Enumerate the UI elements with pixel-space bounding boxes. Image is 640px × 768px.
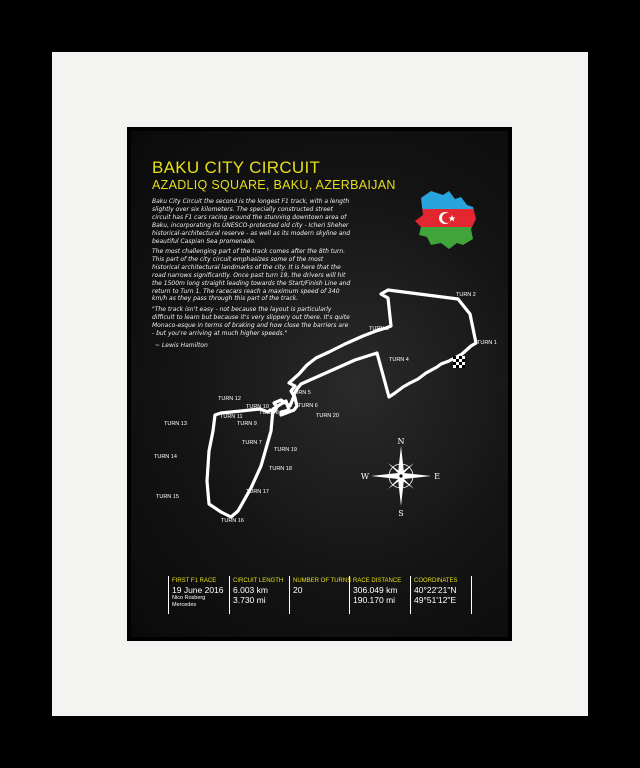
stat-value: 49°51'12"E [414, 595, 457, 605]
turn-label: TURN 1 [477, 340, 497, 346]
stat-value: 19 June 2016 [172, 585, 224, 595]
quote-author: ~ Lewis Hamilton [155, 342, 208, 349]
turn-label: TURN 10 [246, 404, 269, 410]
turn-label: TURN 4 [389, 357, 409, 363]
turn-label: TURN 6 [298, 403, 318, 409]
turn-label: TURN 8 [259, 410, 279, 416]
compass-south: S [398, 509, 404, 518]
turn-label: TURN 14 [154, 454, 177, 460]
stat-value: 3.730 mi [233, 595, 266, 605]
stat-label: RACE DISTANCE [353, 578, 402, 584]
stat-label: CIRCUIT LENGTH [233, 578, 284, 584]
turn-label: TURN 3 [369, 326, 389, 332]
chequered-flag-icon [453, 356, 465, 368]
stat-number-of-turns [289, 576, 351, 614]
turn-label: TURN 5 [291, 390, 311, 396]
description-paragraph: Baku City Circuit the second is the longest F1 track, with a length slightly over six kilometers. The specially constructed street circuit has F1 cars racing around the stunning downtown area of Baku, incorporating its UNESCO-protected old city - Icheri Sheher historical-architectural reserve - as well as its modern skyline and beautiful Caspian Sea promenade. [152, 198, 351, 245]
turn-label: TURN 17 [246, 489, 269, 495]
turn-label: TURN 18 [269, 466, 292, 472]
turn-label: TURN 19 [274, 447, 297, 453]
stat-value: 190.170 mi [353, 595, 396, 605]
stat-value: 306.049 km [353, 585, 398, 595]
stat-team: Mercedes [172, 602, 197, 608]
stats-bar [168, 576, 468, 616]
circuit-map [131, 131, 508, 637]
turn-label: TURN 11 [220, 414, 243, 420]
turn-label: TURN 7 [242, 440, 262, 446]
poster [127, 127, 512, 641]
stat-first-race [168, 576, 224, 614]
turn-label: TURN 13 [164, 421, 187, 427]
stat-coordinates [410, 576, 458, 614]
compass-north: N [397, 437, 405, 446]
stat-circuit-length [229, 576, 283, 614]
compass-rose-icon [361, 437, 440, 518]
page-title: BAKU CITY CIRCUIT [152, 158, 321, 177]
stat-value: 6.003 km [233, 585, 268, 595]
stat-label: COORDINATES [414, 578, 458, 584]
stat-race-distance [349, 576, 401, 614]
description-paragraph: The most challenging part of the track comes after the 8th turn. This part of the city circuit emphasizes some of the most historical architectural landmarks of the city. It is here that the road narrows significantly. Once past turn 19, the drivers will hit the 1500m long straight leading towards the Start/Finish Line and return to Turn 1. The racecars reach a maximum speed of 340 km/h as they pass through this part of the track. [152, 248, 351, 303]
stat-winner: Nico Rosberg [172, 595, 206, 601]
stat-value: 40°22'21"N [414, 585, 457, 595]
stat-divider [471, 576, 472, 614]
stat-label: FIRST F1 RACE [172, 578, 217, 584]
stat-label: NUMBER OF TURNS [293, 578, 352, 584]
stat-value: 20 [293, 585, 303, 595]
turn-label: TURN 2 [456, 292, 476, 298]
turn-label: TURN 20 [316, 413, 339, 419]
turn-label: TURN 9 [237, 421, 257, 427]
turn-label: TURN 16 [221, 518, 244, 524]
turn-label: TURN 15 [156, 494, 179, 500]
poster-inner [131, 131, 508, 637]
compass-east: E [434, 472, 440, 481]
quote-paragraph: "The track isn't easy - not because the layout is particularly difficult to learn but because it's very slippery out there. It's quite Monaco-esque in terms of braking and how close the barriers are - but you're arriving at much higher speeds." [152, 306, 350, 337]
page-subtitle: AZADLIQ SQUARE, BAKU, AZERBAIJAN [152, 178, 396, 192]
azerbaijan-map-flag-icon [411, 187, 481, 253]
turn-label: TURN 12 [218, 396, 241, 402]
compass-west: W [360, 472, 370, 481]
